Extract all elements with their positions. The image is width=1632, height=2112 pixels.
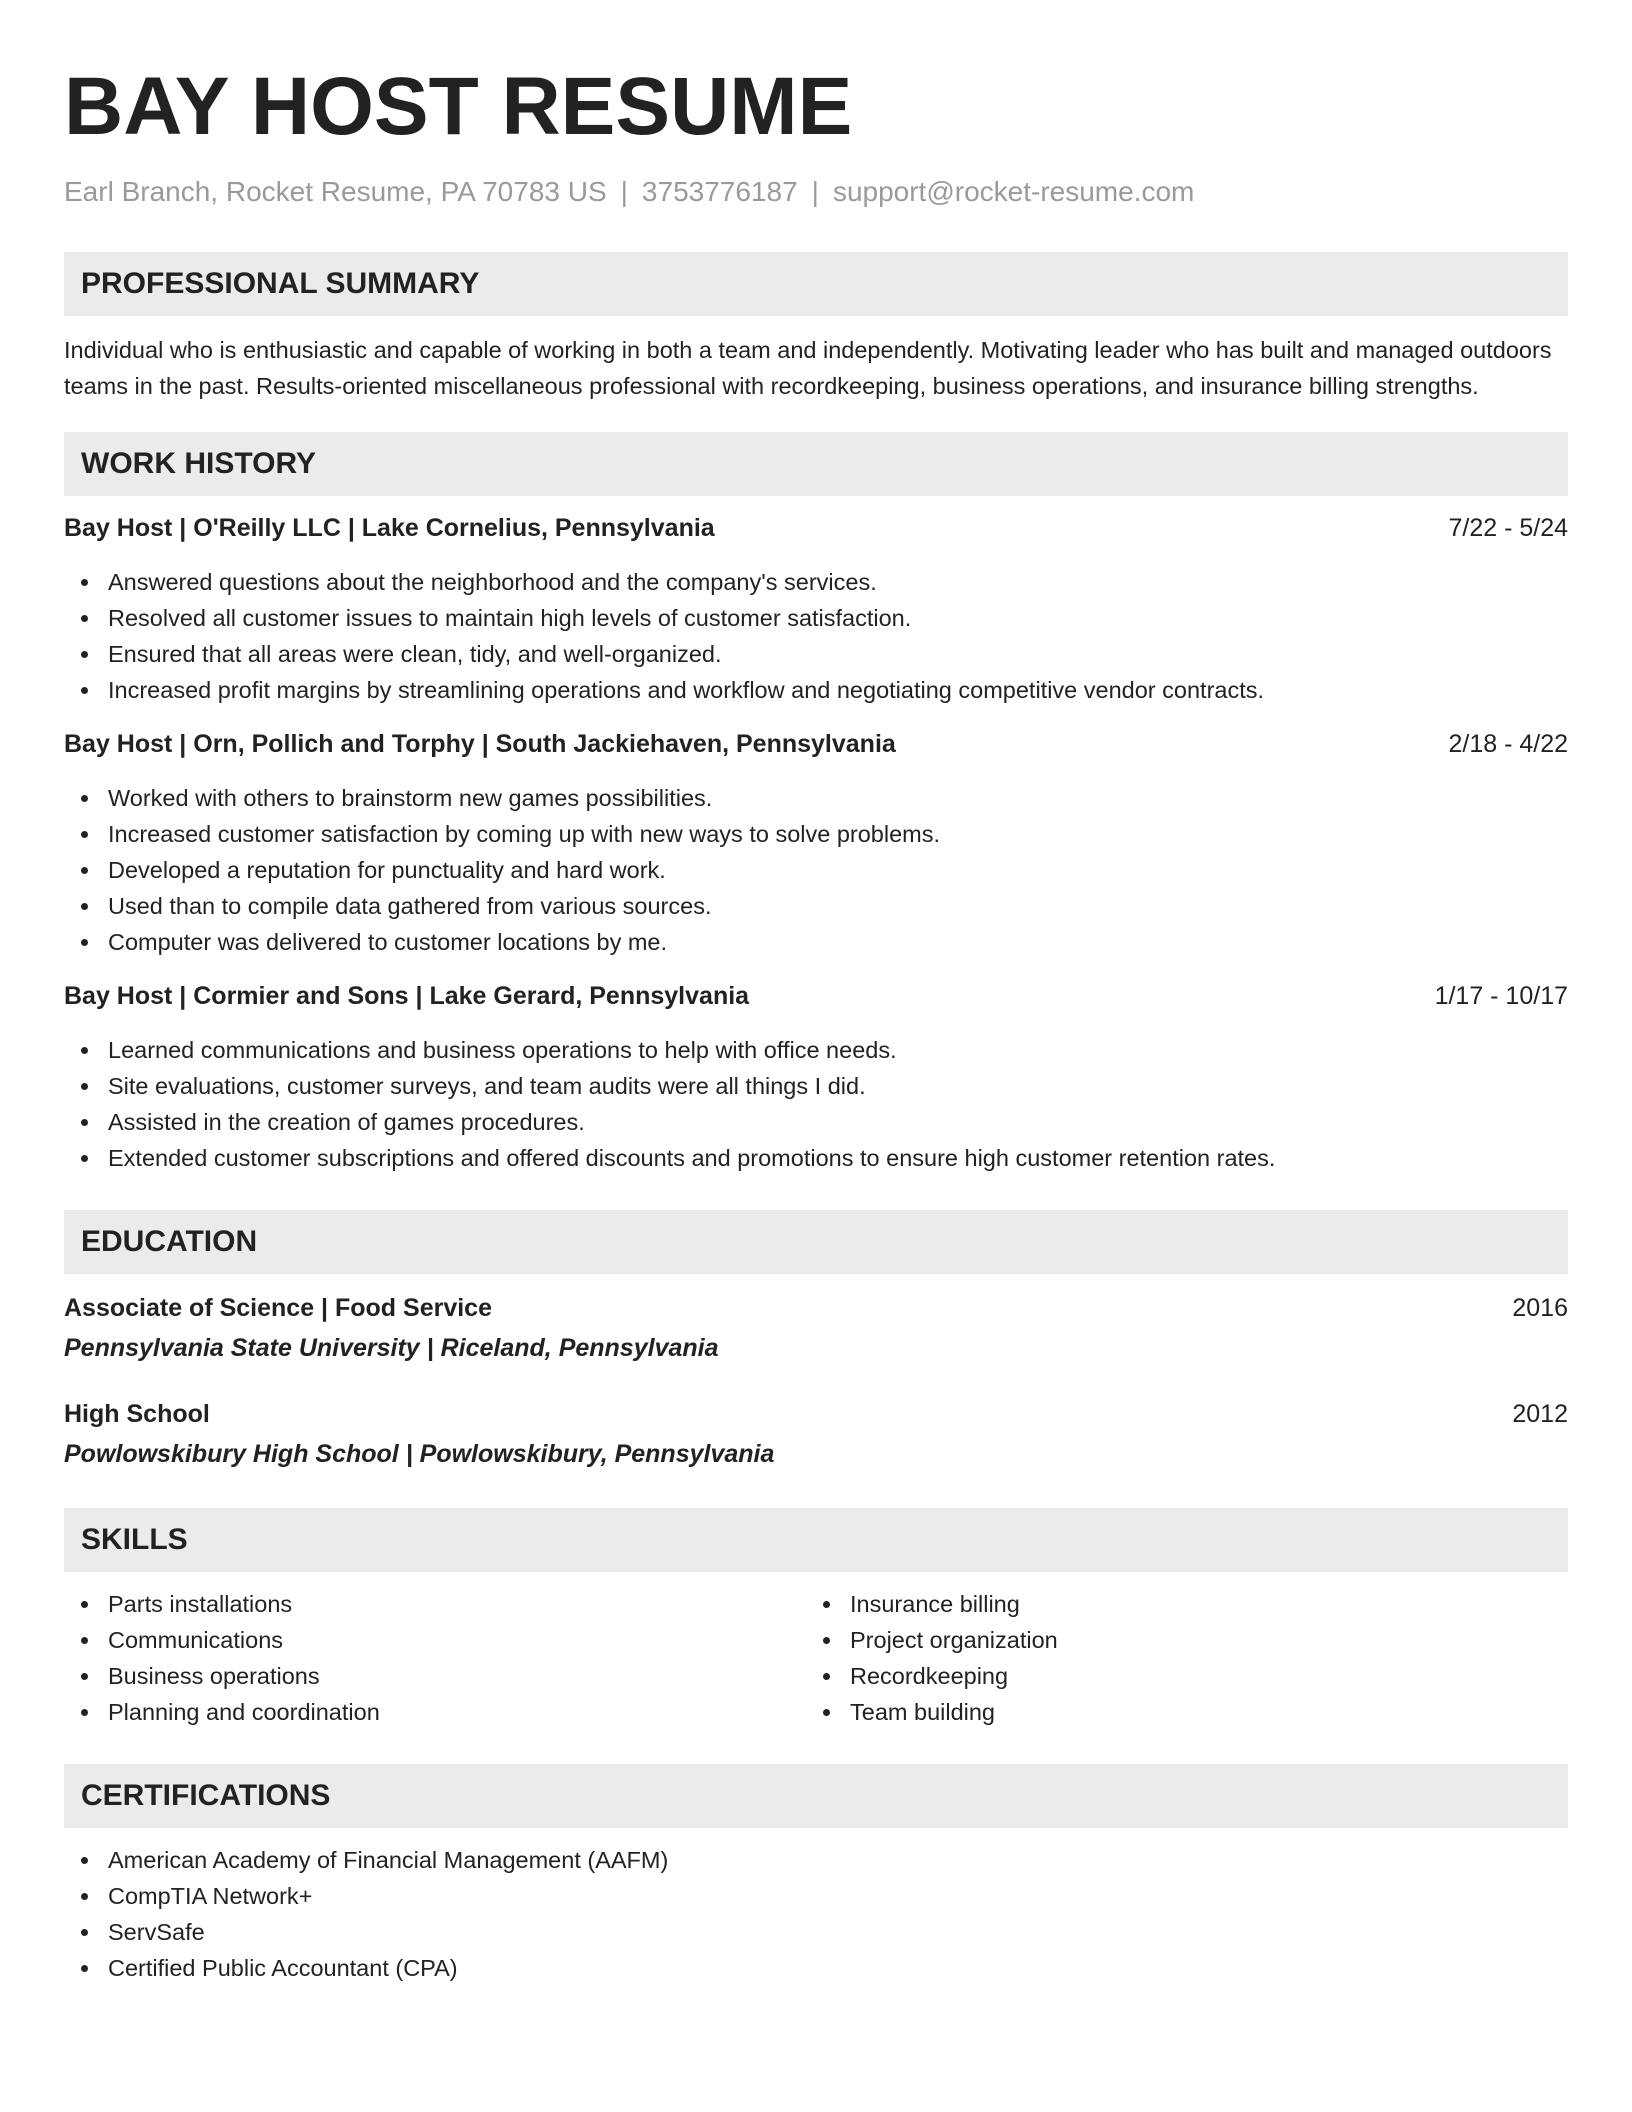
contact-phone: 3753776187 [641,176,798,207]
section-heading-summary: PROFESSIONAL SUMMARY [64,252,1568,316]
job-bullet: Used than to compile data gathered from various sources. [64,888,1568,924]
job-bullet: Worked with others to brainstorm new games possibilities. [64,780,1568,816]
job-bullets [64,780,1568,960]
skill-item: Recordkeeping [806,1658,1548,1694]
resume-page [64,52,1568,1986]
job-header [64,726,1568,762]
job-dates: 1/17 - 10/17 [1434,982,1568,1010]
skill-item: Parts installations [64,1586,806,1622]
education-school: Pennsylvania State University | Riceland, Pennsylvania [64,1334,719,1362]
skills-column-right [806,1586,1548,1730]
section-heading-education: EDUCATION [64,1210,1568,1274]
job-dates: 2/18 - 4/22 [1448,730,1568,758]
job-bullet: Learned communications and business operations to help with office needs. [64,1032,1568,1068]
job-title: Bay Host | O'Reilly LLC | Lake Cornelius, Pennsylvania [64,514,715,542]
job-entry [64,510,1568,708]
job-bullet: Ensured that all areas were clean, tidy, and well-organized. [64,636,1568,672]
education-header [64,1290,1568,1326]
section-heading-certifications: CERTIFICATIONS [64,1764,1568,1828]
certification-item: ServSafe [64,1914,1568,1950]
certification-item: American Academy of Financial Management (AAFM) [64,1842,1568,1878]
contact-separator: | [811,176,819,207]
job-title: Bay Host | Cormier and Sons | Lake Gerard, Pennsylvania [64,982,750,1010]
skills-column-left [64,1586,806,1730]
job-bullets [64,564,1568,708]
certifications-list [64,1842,1568,1986]
education-degree: High School [64,1400,210,1428]
job-title: Bay Host | Orn, Pollich and Torphy | South Jackiehaven, Pennsylvania [64,730,896,758]
resume-title: BAY HOST RESUME [64,61,853,152]
job-bullet: Resolved all customer issues to maintain high levels of customer satisfaction. [64,600,1568,636]
skill-item: Team building [806,1694,1548,1730]
job-bullet: Site evaluations, customer surveys, and team audits were all things I did. [64,1068,1568,1104]
education-school: Powlowskibury High School | Powlowskibury, Pennsylvania [64,1440,775,1468]
skill-item: Insurance billing [806,1586,1548,1622]
contact-address: Earl Branch, Rocket Resume, PA 70783 US [64,176,607,207]
education-entry [64,1396,1568,1472]
job-bullet: Answered questions about the neighborhood and the company's services. [64,564,1568,600]
job-dates: 7/22 - 5/24 [1448,514,1568,542]
job-entry [64,978,1568,1176]
skill-item: Project organization [806,1622,1548,1658]
certification-item: Certified Public Accountant (CPA) [64,1950,1568,1986]
skill-item: Communications [64,1622,806,1658]
job-bullet: Computer was delivered to customer locations by me. [64,924,1568,960]
skill-item: Planning and coordination [64,1694,806,1730]
job-entry [64,726,1568,960]
education-degree: Associate of Science | Food Service [64,1294,492,1322]
contact-line [64,174,1568,210]
job-bullet: Assisted in the creation of games procedures. [64,1104,1568,1140]
section-heading-skills: SKILLS [64,1508,1568,1572]
education-header [64,1396,1568,1432]
education-entry [64,1290,1568,1366]
contact-separator: | [620,176,628,207]
summary-text: Individual who is enthusiastic and capable of working in both a team and independently. Motivating leader who has built and managed outdoors teams in the past. Results-oriented miscellaneous professional with recordkeeping, business operations, and insurance billing strengths. [64,337,1552,399]
certification-item: CompTIA Network+ [64,1878,1568,1914]
job-bullet: Extended customer subscriptions and offered discounts and promotions to ensure high customer retention rates. [64,1140,1568,1176]
education-year: 2012 [1512,1400,1568,1428]
skill-item: Business operations [64,1658,806,1694]
job-bullet: Increased customer satisfaction by coming up with new ways to solve problems. [64,816,1568,852]
education-year: 2016 [1512,1294,1568,1322]
job-bullet: Developed a reputation for punctuality and hard work. [64,852,1568,888]
contact-email: support@rocket-resume.com [832,176,1195,207]
skills-list [64,1586,1568,1730]
job-header [64,510,1568,546]
job-bullets [64,1032,1568,1176]
job-bullet: Increased profit margins by streamlining operations and workflow and negotiating competitive vendor contracts. [64,672,1568,708]
job-header [64,978,1568,1014]
section-heading-work-history: WORK HISTORY [64,432,1568,496]
